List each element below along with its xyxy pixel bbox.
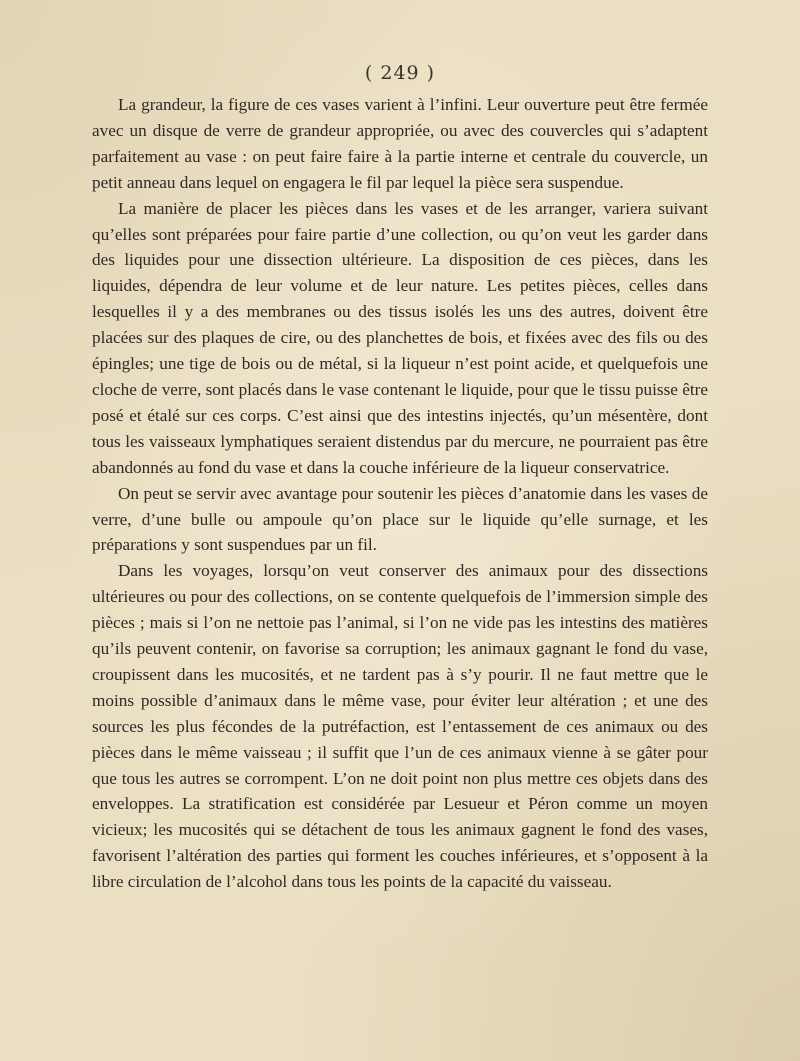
paragraph-placing-pieces: La manière de placer les pièces dans les vases et de les arranger, variera suivant qu’elles sont préparées pour faire partie d’une collection, ou qu’on veut les garder dans des liquides pour une dissection ultérieure. La disposition de ces pièces, dans les liquides, dépendra de leur volume et de leur nature. Les petites pièces, celles dans lesquelles il y a des membranes ou des tissus isolés les uns des autres, doivent être placées sur des plaques de cire, ou des planchettes de bois, et fixées avec des fils ou des épingles; une tige de bois ou de métal, si la liqueur n’est point acide, et quelquefois une cloche de verre, sont placés dans le vase contenant le liquide, pour que le tissu puisse être posé et étalé sur ces corps. C’est ainsi que des intestins injectés, qu’un mésentère, dont tous les vaisseaux lymphatiques seraient distendus par du mercure, ne pourraient pas être abandonnés au fond du vase et dans la couche inférieure de la liqueur conservatrice. [92,198,708,477]
body-text [92,92,708,895]
paragraph-vase-shapes: La grandeur, la figure de ces vases varient à l’infini. Leur ouverture peut être fermée avec un disque de verre de grandeur appropriée, ou avec des couvercles qui s’adaptent parfaitement au vase : on peut faire faire à la partie interne et centrale du couvercle, un petit anneau dans lequel on engagera le fil par lequel la pièce sera suspendue. [92,95,708,192]
page-number: ( 249 ) [364,62,436,84]
paragraph-bubble-support: On peut se servir avec avantage pour soutenir les pièces d’anatomie dans les vases de verre, d’une bulle ou ampoule qu’on place sur le liquide qu’elle surnage, et les préparations y sont suspendues par un fil. [92,483,708,555]
paragraph-travel-preservation: Dans les voyages, lorsqu’on veut conserver des animaux pour des dissections ultérieures ou pour des collections, on se contente quelquefois de l’immersion simple des pièces ; mais si l’on ne nettoie pas l’animal, si l’on ne vide pas les intestins des matières qu’ils peuvent contenir, on favorise sa corruption; les animaux gagnant le fond du vase, croupissent dans les mucosités, et ne tardent pas à s’y pourir. Il ne faut mettre que le moins possible d’animaux dans le même vase, pour éviter leur altération ; et une des sources les plus fécondes de la putréfaction, est l’entassement de ces animaux ou des pièces dans le même vaisseau ; il suffit que l’un de ces animaux vienne à se gâter pour que tous les autres se corrompent. L’on ne doit point non plus mettre ces objets dans des enveloppes. La stratification est considérée par Lesueur et Péron comme un moyen vicieux; les mucosités qui se détachent de tous les animaux gagnent le fond des vases, favorisent l’altération des parties qui forment les couches inférieures, et s’opposent à la libre circulation de l’alcohol dans tous les points de la capacité du vaisseau. [92,561,708,892]
